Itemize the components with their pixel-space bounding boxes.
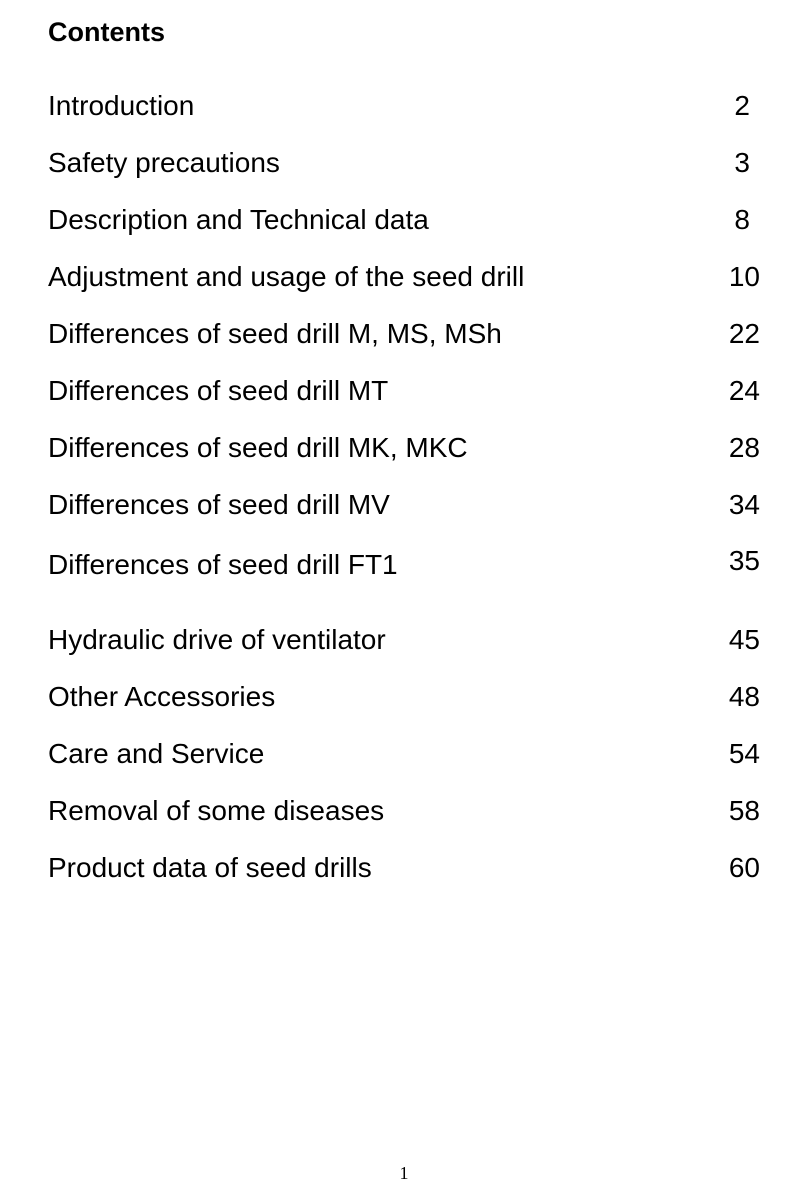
toc-entry-title: Introduction [48, 90, 195, 121]
toc-entry-page: 58 [728, 795, 760, 826]
toc-entry-title: Differences of seed drill MK, MKC [48, 432, 468, 463]
toc-entry-differences-mk-mkc [48, 430, 760, 466]
toc-entry-page: 60 [728, 852, 760, 883]
page-number: 1 [399, 1163, 409, 1183]
toc-entry-page: 34 [728, 489, 760, 520]
toc-entry-differences-m-ms-msh [48, 316, 760, 352]
toc-entry-adjustment-usage [48, 259, 760, 295]
toc-entry-title: Description and Technical data [48, 204, 429, 235]
toc-entry-page: 45 [728, 624, 760, 655]
toc-entry-care-service [48, 736, 760, 772]
toc-entry-page: 3 [734, 147, 750, 178]
toc-entry-title: Differences of seed drill MV [48, 489, 390, 520]
toc-entry-hydraulic-drive [48, 622, 760, 658]
toc-entry-introduction [48, 88, 760, 124]
toc-entry-page: 48 [728, 681, 760, 712]
toc-entry-differences-mv [48, 487, 760, 523]
toc-entry-title: Safety precautions [48, 147, 280, 178]
toc-entry-title: Other Accessories [48, 681, 276, 712]
toc-entry-page: 35 [728, 545, 760, 576]
toc-entry-title: Product data of seed drills [48, 852, 372, 883]
toc-entry-page: 24 [728, 375, 760, 406]
toc-entry-safety-precautions [48, 145, 760, 181]
toc-entry-title: Care and Service [48, 738, 265, 769]
page-title: Contents [48, 17, 165, 47]
toc-entry-product-data [48, 850, 760, 886]
toc-entry-title: Differences of seed drill M, MS, MSh [48, 318, 502, 349]
toc-entry-page: 22 [728, 318, 760, 349]
toc-entry-page: 8 [734, 204, 750, 235]
toc-entry-page: 10 [728, 261, 760, 292]
toc-entry-description-technical-data [48, 202, 760, 238]
toc-entry-title: Adjustment and usage of the seed drill [48, 261, 525, 292]
toc-entry-title: Hydraulic drive of ventilator [48, 624, 386, 655]
toc-entry-page: 2 [734, 90, 750, 121]
toc-entry-page: 28 [728, 432, 760, 463]
toc-entry-page: 54 [728, 738, 760, 769]
toc-entry-title: Removal of some diseases [48, 795, 385, 826]
toc-entry-title: Differences of seed drill MT [48, 375, 389, 406]
toc-entry-differences-ft1 [48, 547, 760, 583]
toc-entry-title: Differences of seed drill FT1 [48, 549, 398, 580]
toc-entry-differences-mt [48, 373, 760, 409]
toc-entry-other-accessories [48, 679, 760, 715]
toc-entry-removal-diseases [48, 793, 760, 829]
